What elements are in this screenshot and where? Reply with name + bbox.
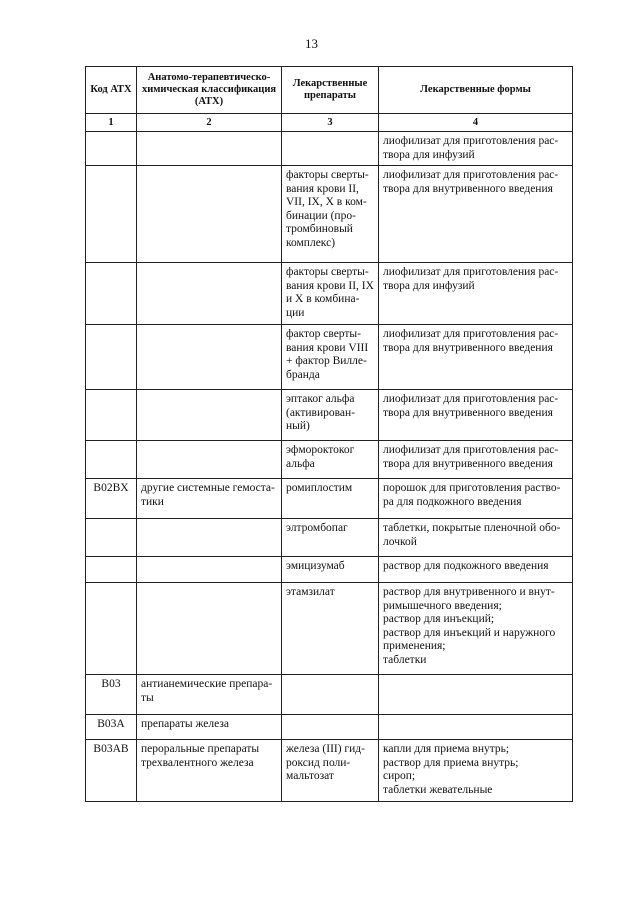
classification [137,441,282,479]
table-row [86,263,573,325]
table-row [86,479,573,519]
header-drugs: Лекарственные препараты [282,67,379,114]
header-row [86,67,573,114]
column-number: 1 [86,114,137,132]
classification: препараты железа [137,715,282,740]
table-row [86,715,573,740]
classification: пероральные препараты трехвалентного железа [137,740,282,802]
atx-code [86,390,137,441]
dosage-forms: лиофилизат для приготовления рас- твора для внутривенного введения [379,325,573,390]
column-number: 4 [379,114,573,132]
column-number: 3 [282,114,379,132]
table-row [86,583,573,675]
drug-name: этамзилат [282,583,379,675]
classification [137,583,282,675]
drug-name: железа (III) гид- роксид поли- мальтозат [282,740,379,802]
atx-table [85,66,573,802]
atx-code [86,325,137,390]
atx-code: B03A [86,715,137,740]
classification [137,132,282,166]
classification [137,325,282,390]
table-row [86,166,573,263]
drug-name: элтромбопаг [282,519,379,557]
classification: другие системные гемоста- тики [137,479,282,519]
classification [137,557,282,583]
classification [137,519,282,557]
dosage-forms: таблетки, покрытые пленочной обо- лочкой [379,519,573,557]
classification [137,263,282,325]
page-number: 13 [305,36,318,51]
drug-name: факторы сверты- вания крови II, IX и X в комбина- ции [282,263,379,325]
atx-code [86,557,137,583]
table-row [86,557,573,583]
classification [137,390,282,441]
header-code: Код АТХ [86,67,137,114]
dosage-forms [379,715,573,740]
dosage-forms: порошок для приготовления раство- ра для подкожного введения [379,479,573,519]
drug-name: эптаког альфа (активирован- ный) [282,390,379,441]
dosage-forms: лиофилизат для приготовления рас- твора для внутривенного введения [379,166,573,263]
drug-name [282,132,379,166]
atx-code: B03 [86,675,137,715]
column-number-row [86,114,573,132]
header-forms: Лекарственные формы [379,67,573,114]
dosage-forms: лиофилизат для приготовления рас- твора для внутривенного введения [379,441,573,479]
atx-code [86,166,137,263]
dosage-forms: капли для приема внутрь; раствор для приема внутрь; сироп; таблетки жевательные [379,740,573,802]
table-row [86,675,573,715]
dosage-forms: раствор для внутривенного и внут- римышечного введения; раствор для инъекций; раствор для инъекций и наружного применения; таблетки [379,583,573,675]
atx-code: B02BX [86,479,137,519]
drug-name [282,675,379,715]
drug-name: ромиплостим [282,479,379,519]
atx-code [86,583,137,675]
dosage-forms: лиофилизат для приготовления рас- твора для внутривенного введения [379,390,573,441]
table-row [86,519,573,557]
column-number: 2 [137,114,282,132]
drug-name: эфмороктоког альфа [282,441,379,479]
atx-code [86,263,137,325]
dosage-forms [379,675,573,715]
table-row [86,325,573,390]
dosage-forms: лиофилизат для приготовления рас- твора для инфузий [379,263,573,325]
table-row [86,390,573,441]
classification: антианемические препара- ты [137,675,282,715]
header-classification: Анатомо-терапевтическо- химическая классификация (АТХ) [137,67,282,114]
atx-code [86,519,137,557]
classification [137,166,282,263]
atx-code: B03AB [86,740,137,802]
atx-code [86,132,137,166]
drug-name [282,715,379,740]
dosage-forms: раствор для подкожного введения [379,557,573,583]
drug-name: эмицизумаб [282,557,379,583]
table-row [86,132,573,166]
table-row [86,441,573,479]
drug-name: фактор сверты- вания крови VIII + фактор Вилле- бранда [282,325,379,390]
dosage-forms: лиофилизат для приготовления рас- твора для инфузий [379,132,573,166]
atx-code [86,441,137,479]
table-row [86,740,573,802]
drug-name: факторы сверты- вания крови II, VII, IX, X в ком- бинации (про- тромбиновый комплекс) [282,166,379,263]
